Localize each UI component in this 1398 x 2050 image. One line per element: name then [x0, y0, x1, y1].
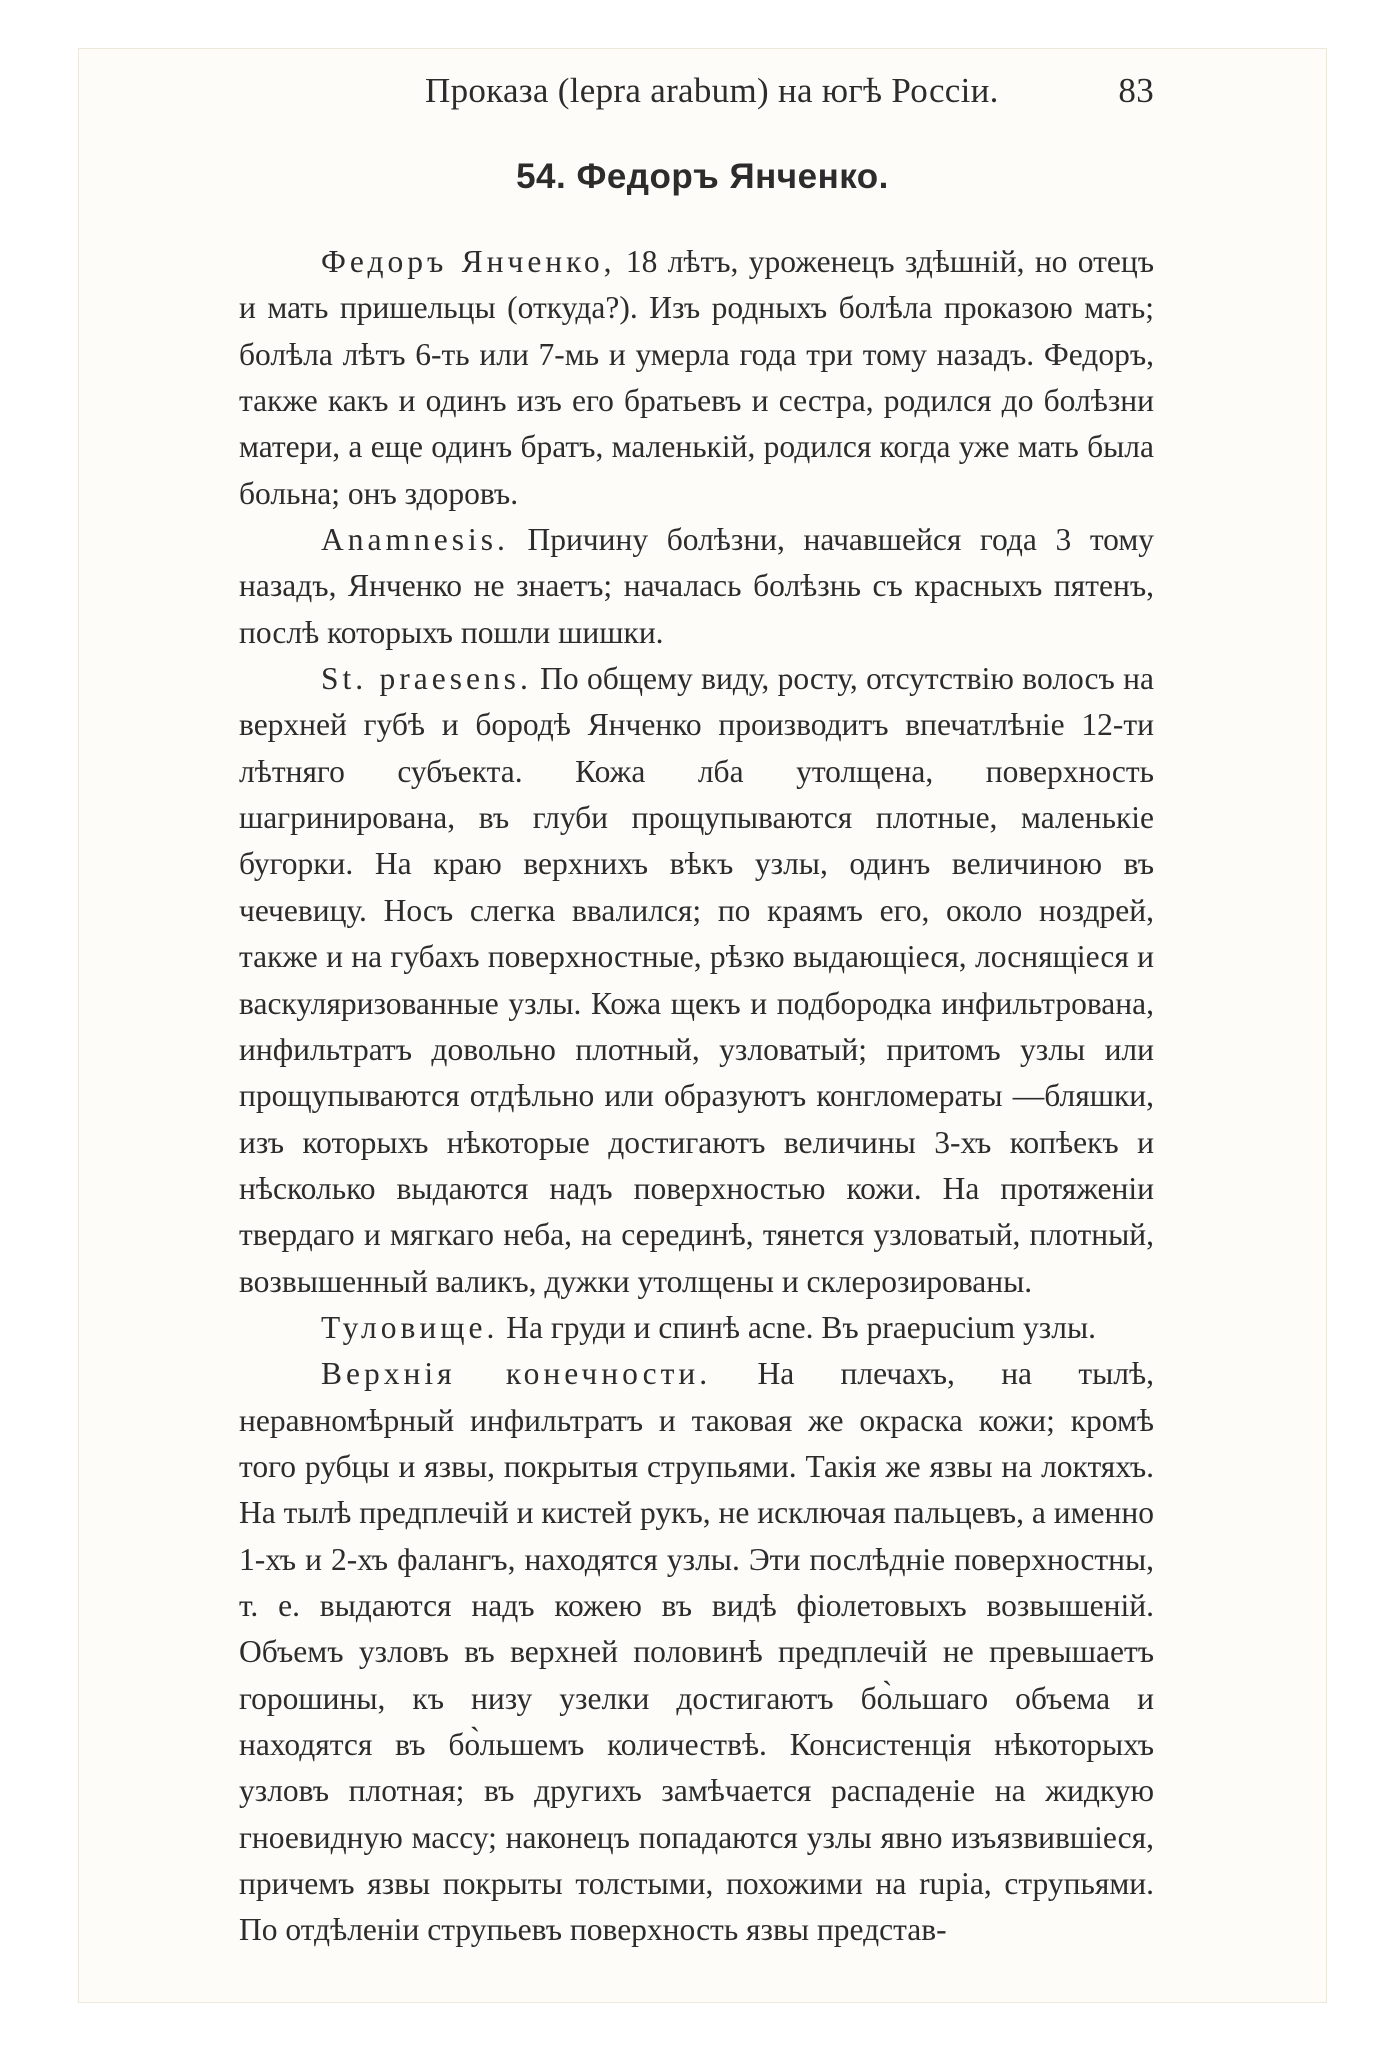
paragraph-lead: Федоръ Янченко,: [321, 244, 616, 279]
paragraph-body: 18 лѣтъ, уроженецъ здѣшній, но отецъ и мать пришельцы (откуда?). Изъ родныхъ болѣла проказою мать; болѣла лѣтъ 6-ть или 7-мь и умерла года три тому назадъ. Федоръ, также какъ и одинъ изъ его братьевъ и сестра, родился до болѣзни матери, а еще одинъ братъ, маленькій, родился когда уже мать была больна; онъ здоровъ.: [239, 244, 1155, 511]
paragraph-lead: Туловище.: [321, 1309, 499, 1345]
paragraph-lead: Anamnesis.: [321, 522, 509, 558]
body-text: [239, 239, 1154, 1954]
running-title: Проказа (lepra arabum) на югѣ Россіи.: [425, 71, 999, 110]
paragraph-body: По общему виду, росту, отсутствію волосъ на верхней губѣ и бородѣ Янченко производитъ впечатлѣніе 12-ти лѣтняго субъекта. Кожа лба утолщена, поверхность шагринирована, въ глуби прощупываются плотные, маленькіе бугорки. На краю верхнихъ вѣкъ узлы, одинъ величиною въ чечевицу. Носъ слегка ввалился; по краямъ его, около ноздрей, также и на губахъ поверхностные, рѣзко выдающіеся, лоснящіеся и васкуляризованные узлы. Кожа щекъ и подбородка инфильтрована, инфильтратъ довольно плотный, узловатый; притомъ узлы или прощупываются отдѣльно или образуютъ конгломераты —бляшки, изъ которыхъ нѣкоторые достигаютъ величины 3-хъ копѣекъ и нѣсколько выдаются надъ поверхностью кожи. На протяженіи твердаго и мягкаго неба, на серединѣ, тянется узловатый, плотный, возвышенный валикъ, дужки утолщены и склерозированы.: [239, 661, 1154, 1299]
book-page: [78, 48, 1327, 2003]
paragraph-body: На груди и спинѣ acne. Въ praeрucium узлы.: [498, 1309, 1097, 1345]
paragraph-anamnesis: [239, 517, 1154, 656]
paragraph-status-praesens: [239, 656, 1154, 1305]
paragraph-upper-limbs: [239, 1351, 1154, 1953]
paragraph-lead: St. praesens.: [321, 661, 532, 697]
paragraph-body: Причину болѣзни, начавшейся года 3 тому назадъ, Янченко не знаетъ; началась болѣзнь съ красныхъ пятенъ, послѣ которыхъ пошли шишки.: [239, 522, 1154, 650]
paragraph-history: [239, 239, 1154, 517]
paragraph-trunk: [239, 1305, 1154, 1351]
page-number: 83: [1118, 71, 1154, 110]
case-title: 54. Федоръ Янченко.: [516, 157, 889, 196]
paragraph-lead: Верхнія конечности.: [321, 1356, 712, 1392]
paragraph-body: На плечахъ, на тылѣ, неравномѣрный инфильтратъ и таковая же окраска кожи; кромѣ того рубцы и язвы, покрытыя струпьями. Такія же язвы на локтяхъ. На тылѣ предплечій и кистей рукъ, не исключая пальцевъ, а именно 1-хъ и 2-хъ фалангъ, находятся узлы. Эти послѣдніе поверхностны, т. е. выдаются надъ кожею въ видѣ фіолетовыхъ возвышеній. Объемъ узловъ въ верхней половинѣ предплечій не превышаетъ горошины, къ низу узелки достигаютъ бо̀льшаго объема и находятся въ бо̀льшемъ количествѣ. Консистенція нѣкоторыхъ узловъ плотная; въ другихъ замѣчается распаденіе на жидкую гноевидную массу; наконецъ попадаются узлы явно изъязвившіеся, причемъ язвы покрыты толстыми, похожими на rupia, струпьями. По отдѣленіи струпьевъ поверхность язвы представ-: [239, 1356, 1155, 1948]
running-head: [239, 71, 1154, 121]
